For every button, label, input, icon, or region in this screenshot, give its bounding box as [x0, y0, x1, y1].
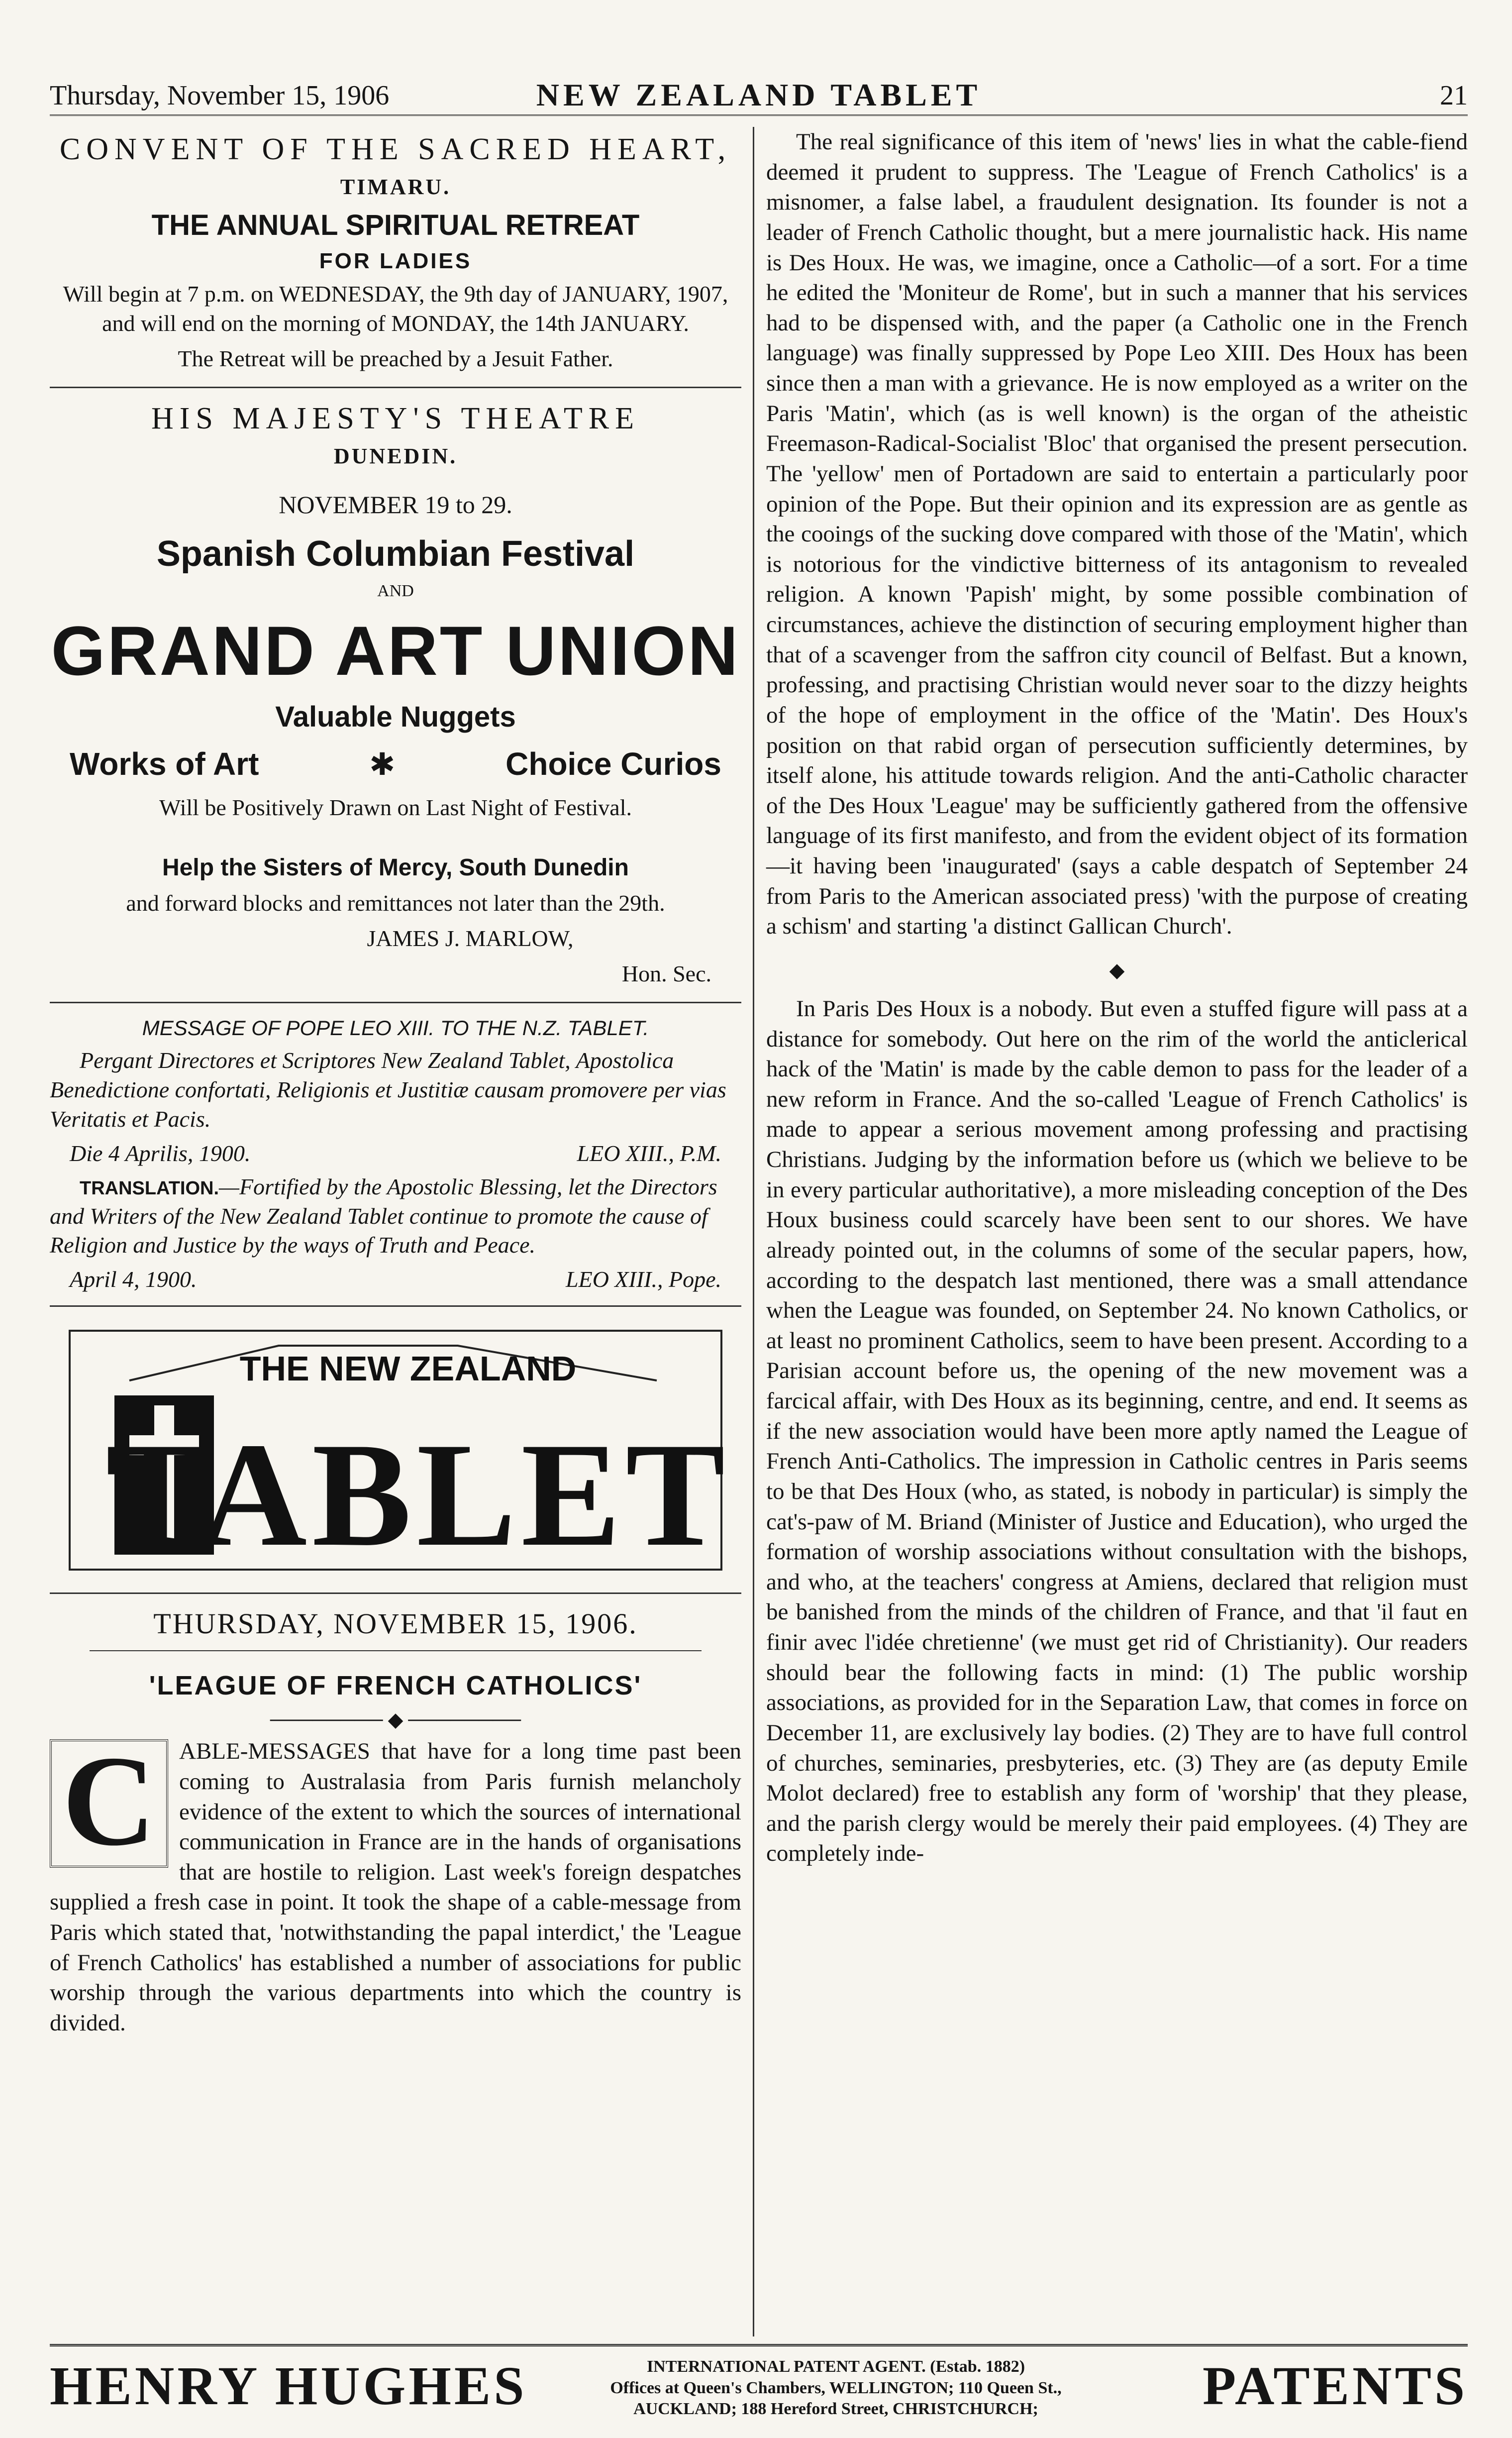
latin-signature: LEO XIII., P.M. [577, 1140, 721, 1166]
patents-banner: PATENTS [1202, 2355, 1468, 2416]
latin-blessing: Pergant Directores et Scriptores New Zealand Tablet, Apostolica Benedictione confortati, Religionis et Justitiæ causam promovere per vias Veritatis et Pacis. [50, 1048, 726, 1132]
choice-curios: Choice Curios [505, 746, 721, 782]
theatre-city: DUNEDIN. [333, 443, 458, 468]
theatre-advert [50, 401, 741, 989]
signer-role: Hon. Sec. [621, 961, 711, 987]
right-column [766, 127, 1468, 1869]
issue-date-header: Thursday, November 15, 1906 [50, 80, 390, 111]
help-sisters: Help the Sisters of Mercy, South Dunedin [162, 854, 629, 881]
advertiser-line3: AUCKLAND; 188 Hereford Street, CHRISTCHURCH; [633, 2400, 1038, 2418]
valuable-nuggets: Valuable Nuggets [275, 701, 516, 734]
advertiser-details [587, 2356, 1085, 2420]
grand-art-union: GRAND ART UNION [51, 612, 740, 690]
divider [50, 387, 741, 388]
divider [50, 1592, 741, 1594]
article-title: 'LEAGUE OF FRENCH CATHOLICS' [149, 1671, 642, 1701]
retreat-for: FOR LADIES [319, 249, 472, 273]
prize-row [70, 745, 721, 782]
advertiser-line2: Offices at Queen's Chambers, WELLINGTON; 110 Queen St., [610, 2378, 1062, 2397]
theatre-title: HIS MAJESTY'S THEATRE [151, 401, 640, 435]
advertiser-name: HENRY HUGHES [50, 2355, 527, 2416]
page-number: 21 [1440, 80, 1468, 111]
translation-label: TRANSLATION. [80, 1177, 219, 1199]
festival-name: Spanish Columbian Festival [156, 533, 635, 574]
column-divider [753, 127, 754, 2336]
logo-line2: TABLET [105, 1412, 730, 1578]
convent-place: TIMARU. [340, 175, 451, 199]
left-column [50, 127, 741, 2038]
retreat-preacher: The Retreat will be preached by a Jesuit Father. [178, 345, 613, 371]
pope-message [50, 1016, 741, 1292]
ornament-divider: ◆ [1109, 958, 1125, 981]
tablet-logo [60, 1321, 731, 1580]
convent-title: CONVENT OF THE SACRED HEART, [59, 132, 732, 166]
asterism-icon: ✱ [369, 747, 396, 782]
footer-advert [50, 2344, 1468, 2421]
divider [90, 1650, 702, 1651]
latin-signature-row [70, 1140, 721, 1166]
drawn-notice: Will be Positively Drawn on Last Night of Festival. [159, 795, 632, 821]
article-paragraph-1: The real significance of this item of 'news' lies in what the cable-fiend deemed it prudent to suppress. The 'League of French Catholics' is a misnomer, a false label, a fraudulent designation. Its founder is not a leader of French Catholic thought, but a mere journalistic hack. His name is Des Houx. He was, we imagine, once a Catholic—of a sort. For a time he edited the 'Moniteur de Rome', but in such a manner that his services had to be dispensed with, and the paper (a Catholic one in the French language) was finally suppressed by Pope Leo XIII. Des Houx has been since then a man with a grievance. He is now employed as a writer on the Paris 'Matin', which (as is well known) is the organ of the atheistic Freemason-Radical-Socialist 'Bloc' that organised the present persecution. The 'yellow' men of Portadown are said to entertain a particularly poor opinion of the Pope. But their opinion and its expression are as gentle as the cooings of the sucking dove compared with those of the 'Matin', which is notorious for the vindictive bitterness of its antagonism to revealed religion. A known 'Papish' might, by some possible combination of circumstances, achieve the distinction of securing employment higher than that of a scavenger from the saffron city council of Belfast. But a known, professing, and practising Christian would never soar to the dizzy heights of the hope of employment in the office of the 'Matin'. Des Houx's position on that rabid organ of persecution sufficiently determines, by itself alone, his attitude towards religion. And the anti-Catholic character of the Des Houx 'League' may be sufficiently gathered from the offensive language of its first manifesto, and from the evident object of its formation—it having been 'inaugurated' (says a cable despatch of September 24 from Paris to the American associated press) 'with the purpose of creating a schism' and starting 'a distinct Gallican Church'. [766, 129, 1468, 940]
divider [50, 1305, 741, 1307]
pope-message-heading: MESSAGE OF POPE LEO XIII. TO THE N.Z. TABLET. [142, 1016, 649, 1040]
retreat-title: THE ANNUAL SPIRITUAL RETREAT [151, 209, 640, 241]
page-header [50, 75, 1468, 116]
divider [50, 1002, 741, 1003]
forward-notice: and forward blocks and remittances not later than the 29th. [126, 890, 665, 916]
english-date: April 4, 1900. [70, 1267, 197, 1292]
translation [50, 1172, 741, 1261]
english-signature: LEO XIII., Pope. [566, 1267, 721, 1292]
advertiser-line1: INTERNATIONAL PATENT AGENT. (Estab. 1882) [646, 2357, 1025, 2376]
drop-cap: C [50, 1739, 168, 1868]
article-paragraph: ABLE-MESSAGES that have for a long time past been coming to Australasia from Paris furnish melancholy evidence of the extent to which the sources of international communication in France are in the hands of organisations that are hostile to religion. Last week's foreign despatches supplied a fresh case in point. It took the shape of a cable-message from Paris which stated that, 'notwithstanding the papal interdict,' the 'League of French Catholics' has established a number of associations for public worship through the various departments into which the country is divided. [50, 1738, 741, 2036]
english-signature-row [70, 1266, 721, 1292]
issue-date-line: THURSDAY, NOVEMBER 15, 1906. [153, 1607, 638, 1640]
festival-and: AND [377, 581, 414, 600]
retreat-details: Will begin at 7 p.m. on WEDNESDAY, the 9th day of JANUARY, 1907, and will end on the morning of MONDAY, the 14th JANUARY. [63, 281, 728, 336]
signer-name: JAMES J. MARLOW, [367, 926, 574, 952]
article-body [50, 1729, 741, 2038]
ornament-divider: ──────── ◆ ──────── [270, 1708, 521, 1731]
works-of-art: Works of Art [70, 746, 259, 782]
convent-notice [50, 132, 741, 374]
translation-text: —Fortified by the Apostolic Blessing, let the Directors and Writers of the New Zealand Tablet continue to promote the cause of Religion and Justice by the ways of Truth and Peace. [50, 1173, 717, 1258]
publication-name: NEW ZEALAND TABLET [536, 77, 982, 112]
tablet-logo-graphic [60, 1321, 731, 1580]
logo-line1: THE NEW ZEALAND [239, 1349, 577, 1388]
festival-dates: NOVEMBER 19 to 29. [279, 490, 512, 519]
article-paragraph-2: In Paris Des Houx is a nobody. But even a stuffed figure will pass at a distance for somebody. Out here on the rim of the world the anticlerical hack of the 'Matin' is made by the cable demon to pass for the leader of a new reform in France. And the so-called 'League of French Catholics' is made to appear a serious movement among professing and practising Christians. Judging by the information before us (which we believe to be in every particular authoritative), a more misleading conception of the Des Houx business could scarcely have been sent to our shores. We have already pointed out, in the columns of some of the secular papers, how, according to the despatch last mentioned, there was a small attendance when the League was founded, on September 24. No known Catholics, or at least no prominent Catholics, seem to have been present. According to a Parisian account before us, the opening of the new movement was a farcical affair, with Des Houx as its beginning, centre, and end. It seems as if the new association would have been more aptly named the League of French Anti-Catholics. The impression in Catholic centres in Paris seems to be that Des Houx (who, as stated, is nobody in particular) is simply the cat's-paw of M. Briand (Minister of Justice and Education), who urged the formation of worship associations without consultation with the bishops, and who, at the teachers' congress at Amiens, declared that religion must be banished from the minds of the children of France, and that 'il faut en finir avec l'idée chretienne' (we must get rid of Christianity). Our readers should bear the following facts in mind: (1) The public worship associations, as provided for in the Separation Law, that comes in force on December 11, are exclusively lay bodies. (2) They are to have full control of churches, seminaries, presbyteries, etc. (3) They are (as deputy Emile Molot declared) free to establish any form of 'worship' that they please, and the parish clergy would be merely their paid employees. (4) They are completely inde- [766, 995, 1468, 1867]
latin-date: Die 4 Aprilis, 1900. [70, 1140, 251, 1166]
